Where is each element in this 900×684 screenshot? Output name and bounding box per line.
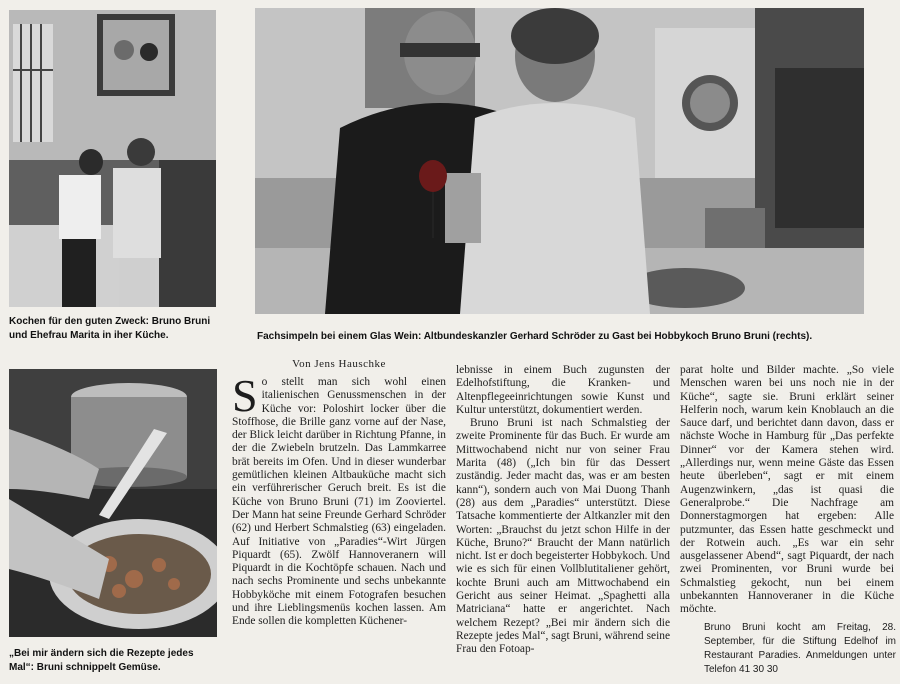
article-paragraph: parat holte und Bilder machte. „So viele Menschen waren bei uns noch nie in der Küche“, sagte sie. Bruni erklärt seiner Helferin noch, warum kein Knoblauch an die Sauce darf, und berichtet dann davon, dass er nächste Woche in Hamburg für „Das perfekte Dinner“ vor der Kamera stehen wird. „Allerdings nur, wenn meine Gäste das Essen heute überleben“, sagt er mit einem Augenzwinkern, „das ist quasi die Generalprobe.“ Die Nachfrage am Donnerstagmorgen hat ergeben: Alle putzmunter, das Essen hatte geschmeckt und der Rotwein auch. „Es war ein sehr ausgelassener Abend“, sagt Piquardt, der nach zwei Prominenten, vor Bruni wurde bei Schmalstieg gekocht, nun bei einem unbekannten Hannoveraner in die Küche möchte. (680, 364, 894, 614)
caption-main-photo (257, 330, 897, 344)
caption-line: „Bei mir ändern sich die Rezepte jedes (9, 648, 194, 659)
caption-line: Mal“: Bruni schnippelt Gemüse. (9, 662, 161, 673)
article-paragraph: lebnisse in einem Buch zugunsten der Edelhofstiftung, die Kranken- und Altenpflegeeinrichtungen sowie Kunst und Kultur unterstützt, dokumentiert werden. (456, 364, 670, 416)
caption-line: Kochen für den guten Zweck: Bruno Bruni (9, 316, 211, 327)
photo-vegetables (9, 369, 217, 637)
article-paragraph: Bruno Bruni ist nach Schmalstieg der zweite Prominente für das Buch. Er wurde am Mittwochabend nicht nur von seiner Frau Marita (48) („Ich bin für das Dessert zuständig. Jeder macht das, was er am besten kann“), sondern auch von Mai Duong Thanh (28) aus dem „Paradies“ unterstützt. Diese Tatsache kommentierte der Altkanzler mit den Worten: „Brauchst du jetzt schon Hilfe in der Küche, Bruno?“ Braucht der Mann natürlich nicht. Ist er doch begeisterter Hobbykoch. Und wie es sich für einen Vollblutitaliener gehört, kochte Bruni auch am Mittwochabend ein Gericht aus seiner Heimat. „Spaghetti alla Matriciana“ hatte er angerichtet. Nach welchem Rezept? „Bei mir ändern sich die Rezepte jedes Mal“, sagt Bruni, während seine Frau den Fotoap- (456, 417, 670, 656)
event-info: Bruno Bruni kocht am Freitag, 28. September, für die Stiftung Edelhof im Restaurant Paradies. Anmeldungen unter Telefon 41 30 30 (704, 622, 896, 675)
paragraph-text: o stellt man sich wohl einen italienischen Genussmenschen in der Küche vor: Poloshirt locker über die Stoffhose, die Brille ganz vorne auf der Nase, der Blick leicht darüber in Richtung Pfanne, in der die Zwiebeln brutzeln. Das Lammkarree brät bereits im Ofen. Und in dieser wunderbar gemütlichen kleinen Altbauküche macht sich ein verführerischer Geruch breit. Es ist die Küche von Bruno Bruni (71) im Zooviertel. Der Mann hat seine Freunde Gerhard Schröder (62) und Herbert Schmalstieg (63) eingeladen. Auf Initiative von „Paradies“-Wirt Jürgen Piquardt (65). Zwölf Hannoveranern will Piquardt in die Kochtöpfe schauen. Nach und nach sechs Prominente und sechs unbekannte Hobbyköche mit einem Fotografen besuchen und ihre Lieblingsmenüs kochen lassen. Am Ende sollen die kompletten Küchener- (232, 376, 446, 628)
caption-line: und Ehefrau Marita in iher Küche. (9, 330, 169, 341)
caption-line: Fachsimpeln bei einem Glas Wein: Altbundeskanzler Gerhard Schröder zu Gast bei Hobbykoch Bruno Bruni (rechts). (257, 331, 813, 342)
photo-schroeder-bruni (255, 8, 864, 314)
caption-kitchen-couple (9, 315, 223, 343)
article-column-1 (232, 376, 446, 682)
byline: Von Jens Hauschke (292, 358, 386, 370)
caption-vegetables (9, 647, 223, 675)
article-column-3 (680, 364, 894, 614)
drop-cap: S (232, 376, 258, 421)
photo-kitchen-couple (9, 10, 216, 307)
article-paragraph (232, 376, 446, 629)
article-column-2 (456, 364, 670, 682)
